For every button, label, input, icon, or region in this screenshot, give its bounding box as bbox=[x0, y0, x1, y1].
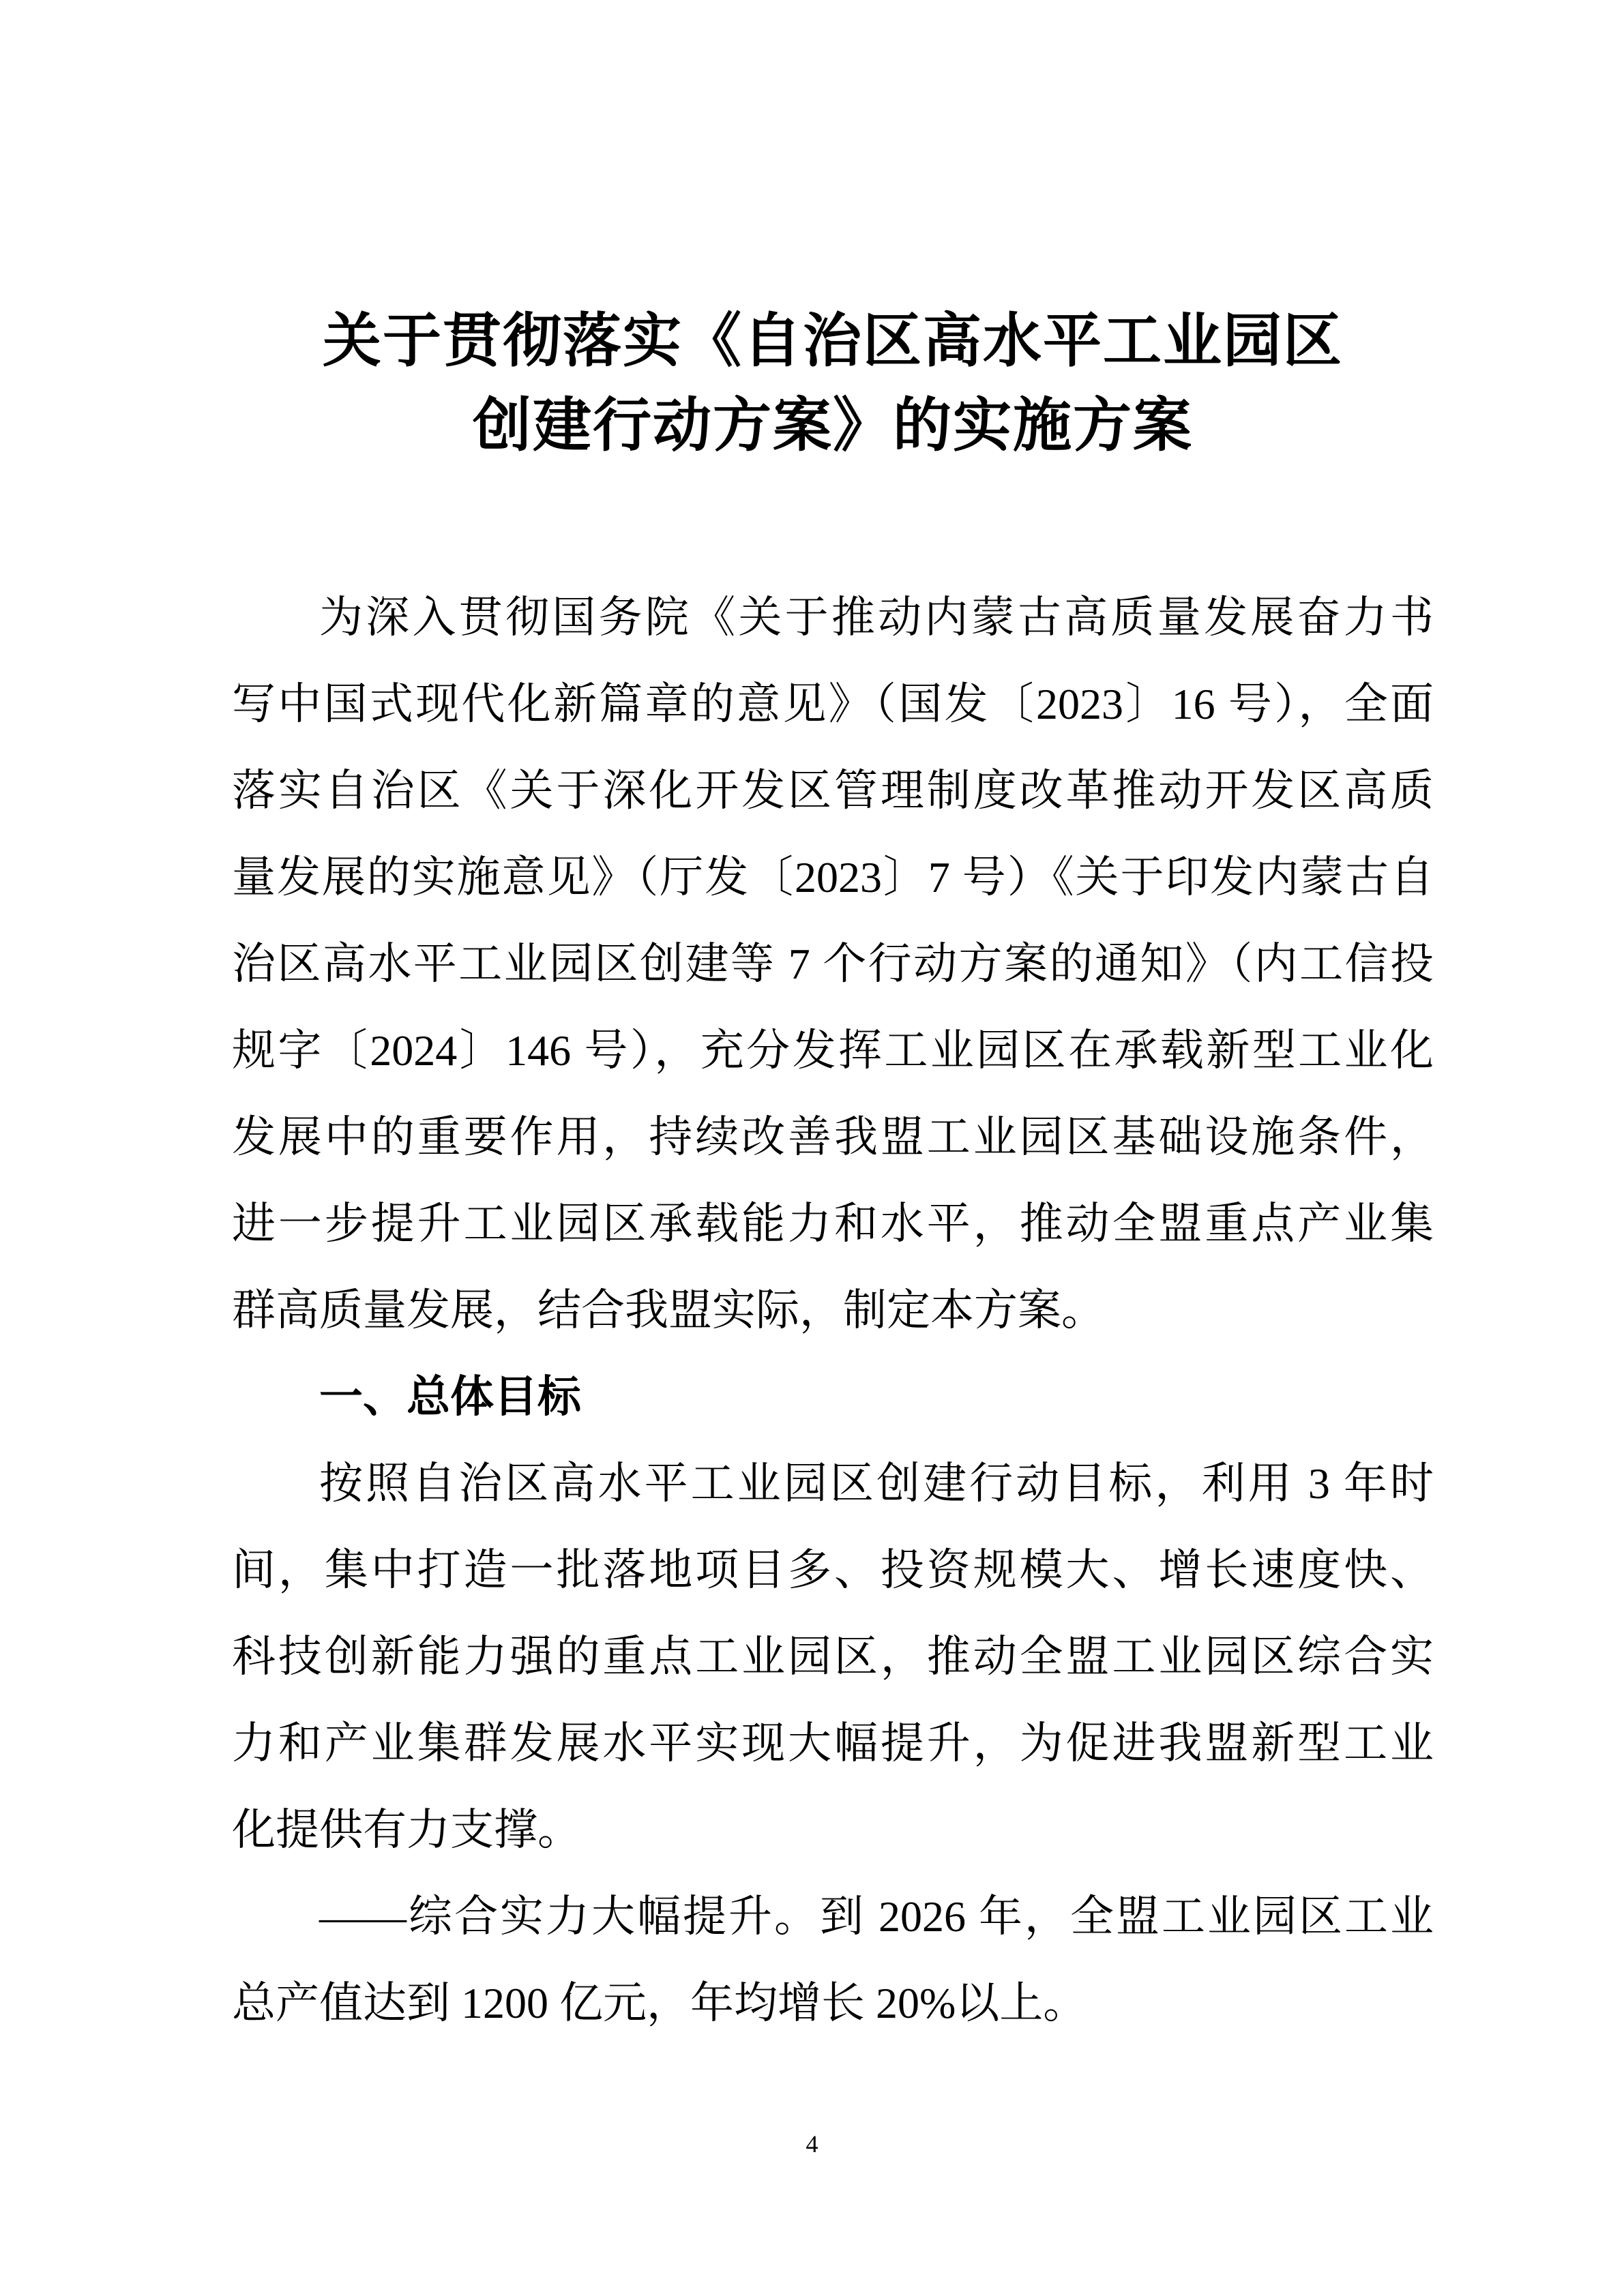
body-line: 为深入贯彻国务院《关于推动内蒙古高质量发展奋力书 bbox=[319, 593, 1434, 642]
body-line: 规字〔2024〕146 号），充分发挥工业园区在承载新型工业化 bbox=[232, 1026, 1434, 1075]
paragraph-comprehensive-strength bbox=[232, 1873, 1434, 2046]
body-line: 间，集中打造一批落地项目多、投资规模大、增长速度快、 bbox=[232, 1546, 1434, 1594]
title-line-2: 创建行动方案》的实施方案 bbox=[473, 393, 1193, 458]
body-line: 力和产业集群发展水平实现大幅提升，为促进我盟新型工业 bbox=[232, 1719, 1434, 1768]
body-line: 总产值达到 1200 亿元，年均增长 20%以上。 bbox=[232, 1979, 1087, 2027]
paragraph-goals bbox=[232, 1440, 1434, 1873]
body-line: 进一步提升工业园区承载能力和水平，推动全盟重点产业集 bbox=[232, 1199, 1434, 1248]
body-line: 化提供有力支撑。 bbox=[232, 1806, 581, 1854]
body-line: 科技创新能力强的重点工业园区，推动全盟工业园区综合实 bbox=[232, 1632, 1434, 1681]
section-heading-text: 一、总体目标 bbox=[319, 1372, 581, 1421]
body-line: 群高质量发展，结合我盟实际，制定本方案。 bbox=[232, 1286, 1105, 1335]
document-content bbox=[232, 0, 1434, 2027]
body-line: 写中国式现代化新篇章的意见》（国发〔2023〕16 号），全面 bbox=[232, 680, 1434, 728]
body-line: ——综合实力大幅提升。到 2026 年，全盟工业园区工业 bbox=[319, 1892, 1434, 1941]
body-line: 按照自治区高水平工业园区创建行动目标，利用 3 年时 bbox=[319, 1459, 1434, 1508]
body-line: 发展中的重要作用，持续改善我盟工业园区基础设施条件， bbox=[232, 1113, 1434, 1161]
section-heading-overall-goals bbox=[232, 1354, 1434, 1440]
body-line: 治区高水平工业园区创建等 7 个行动方案的通知》（内工信投 bbox=[232, 940, 1434, 988]
page-number: 4 bbox=[806, 2130, 818, 2158]
body-line: 落实自治区《关于深化开发区管理制度改革推动开发区高质 bbox=[232, 766, 1434, 815]
paragraph-intro bbox=[232, 574, 1434, 1354]
document-title bbox=[232, 0, 1434, 468]
document-body bbox=[232, 574, 1434, 2046]
title-line-1: 关于贯彻落实《自治区高水平工业园区 bbox=[323, 308, 1343, 374]
body-line: 量发展的实施意见》（厅发〔2023〕7 号）《关于印发内蒙古自 bbox=[232, 853, 1434, 901]
